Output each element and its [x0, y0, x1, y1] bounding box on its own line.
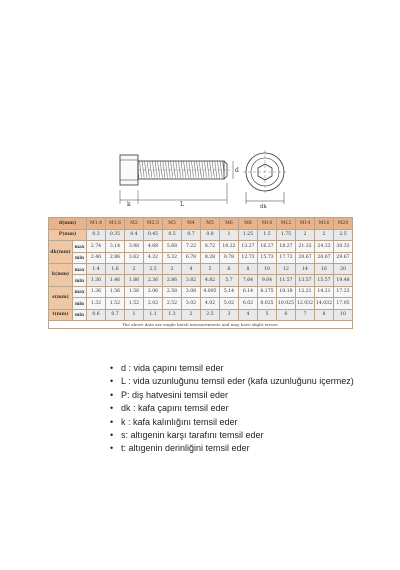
row-sublabel: min — [73, 298, 87, 309]
table-cell: 0.5 — [163, 229, 182, 240]
table-cell: 1.52 — [106, 298, 125, 309]
row-sublabel: max — [73, 263, 87, 274]
table-cell: 1.25 — [239, 229, 258, 240]
table-cell: 8.175 — [258, 286, 277, 297]
table-cell: 5.14 — [220, 286, 239, 297]
bullet-icon: • — [110, 416, 114, 427]
table-cell: 2.02 — [144, 298, 163, 309]
table-cell: 21.33 — [296, 241, 315, 252]
bullet-icon: • — [110, 429, 114, 440]
table-cell: 4.32 — [144, 252, 163, 263]
table-cell: 6.78 — [182, 252, 201, 263]
table-cell: 24.33 — [315, 241, 334, 252]
table-cell: 17.05 — [334, 298, 353, 309]
table-cell: 5 — [201, 263, 220, 274]
table-cell: 2.58 — [163, 286, 182, 297]
table-cell: 12.032 — [296, 298, 315, 309]
label-k: k — [127, 201, 131, 208]
table-header-cell: M14 — [296, 218, 315, 230]
screw-end-view — [243, 150, 287, 204]
table-cell: 15.73 — [258, 252, 277, 263]
table-cell: 1.46 — [106, 275, 125, 286]
row-label: s(mm) — [49, 286, 73, 309]
table-cell: 16.27 — [258, 241, 277, 252]
bullet-icon: • — [110, 443, 114, 454]
table-cell: 30.33 — [334, 241, 353, 252]
legend-item — [110, 402, 354, 415]
table-cell: 3.14 — [106, 241, 125, 252]
legend-text: k : kafa kalınlığını temsil eder — [121, 416, 238, 427]
table-header-cell: M3 — [163, 218, 182, 230]
row-sublabel: max — [73, 241, 87, 252]
table-header-cell: M5 — [201, 218, 220, 230]
table-cell: 3.02 — [182, 298, 201, 309]
table-header-cell: M12 — [277, 218, 296, 230]
table-header-cell: M6 — [220, 218, 239, 230]
table-cell: 1.6 — [106, 263, 125, 274]
table-header-row — [49, 218, 353, 230]
bullet-icon: • — [110, 376, 114, 387]
table-cell: 1.52 — [125, 298, 144, 309]
table-row — [49, 241, 353, 252]
table-cell: 2.86 — [163, 275, 182, 286]
table-row — [49, 229, 353, 240]
table-cell: 1.3 — [163, 309, 182, 320]
table-cell: 2.46 — [87, 252, 106, 263]
table-cell: 12 — [277, 263, 296, 274]
table-note-row — [49, 320, 353, 328]
table-cell: 1.32 — [87, 298, 106, 309]
table-header-cell: M4 — [182, 218, 201, 230]
table-header-cell: M10 — [258, 218, 277, 230]
table-cell: 11.57 — [277, 275, 296, 286]
dimension-spec-table — [48, 217, 353, 329]
table-cell: 0.6 — [87, 309, 106, 320]
table-cell: 2 — [125, 263, 144, 274]
table-cell: 0.3 — [87, 229, 106, 240]
bullet-icon: • — [110, 389, 114, 400]
legend-text: dk : kafa çapını temsil eder — [121, 403, 229, 414]
table-cell: 10.025 — [277, 298, 296, 309]
label-L: L — [180, 201, 184, 208]
bullet-icon: • — [110, 403, 114, 414]
legend-item — [110, 375, 354, 388]
table-header-cell: M1.4 — [87, 218, 106, 230]
table-cell: 4 — [239, 309, 258, 320]
table-cell: 16 — [315, 263, 334, 274]
table-cell: 4.68 — [144, 241, 163, 252]
table-cell: 4.02 — [201, 298, 220, 309]
table-cell: 2 — [296, 229, 315, 240]
table-cell: 17.23 — [334, 286, 353, 297]
table-cell: 6 — [277, 309, 296, 320]
table-cell: 2.52 — [163, 298, 182, 309]
table-cell: 3.82 — [182, 275, 201, 286]
table-cell: 5.7 — [220, 275, 239, 286]
table-cell: 9.64 — [258, 275, 277, 286]
table-cell: 14 — [296, 263, 315, 274]
table-header-label: d(mm) — [49, 218, 87, 230]
row-sublabel: max — [73, 286, 87, 297]
table-cell: 2.74 — [87, 241, 106, 252]
table-header-cell: M8 — [239, 218, 258, 230]
legend-item — [110, 429, 354, 442]
table-note: The above data are single batch measurements and may have slight errors. — [49, 320, 353, 328]
table-cell: 6.14 — [239, 286, 258, 297]
table-cell: 2.36 — [144, 275, 163, 286]
table-row — [49, 275, 353, 286]
table-cell: 20.67 — [296, 252, 315, 263]
table-cell: 2.5 — [144, 263, 163, 274]
table-cell: 18.27 — [277, 241, 296, 252]
table-cell: 10.22 — [220, 241, 239, 252]
table-cell: 5.02 — [220, 298, 239, 309]
table-cell: 1 — [125, 309, 144, 320]
table-cell: 3.98 — [125, 241, 144, 252]
label-dk: dk — [260, 204, 267, 210]
table-header-cell: M2.5 — [144, 218, 163, 230]
table-cell: 1.86 — [125, 275, 144, 286]
table-cell: 2.86 — [106, 252, 125, 263]
table-cell: 6 — [220, 263, 239, 274]
table-cell: 0.7 — [182, 229, 201, 240]
legend-text: P: diş hatvesini temsil eder — [121, 389, 229, 400]
table-cell: 20 — [334, 263, 353, 274]
row-sublabel: min — [73, 275, 87, 286]
row-sublabel: min — [73, 252, 87, 263]
table-cell: 1.56 — [125, 286, 144, 297]
table-row — [49, 252, 353, 263]
table-cell: 8 — [315, 309, 334, 320]
table-cell: 1 — [220, 229, 239, 240]
table-cell: 5.68 — [163, 241, 182, 252]
legend-text: t: altıgenin derinliğini temsil eder — [121, 443, 250, 454]
row-label: t(mm) — [49, 309, 73, 320]
table-cell: 14.032 — [315, 298, 334, 309]
table-cell: 0.45 — [144, 229, 163, 240]
table-cell: 2.5 — [334, 229, 353, 240]
table-cell: 0.7 — [106, 309, 125, 320]
table-cell: 5 — [258, 309, 277, 320]
table-cell: 10 — [334, 309, 353, 320]
table-cell: 2.5 — [201, 309, 220, 320]
table-cell: 1.75 — [277, 229, 296, 240]
table-row — [49, 286, 353, 297]
table-cell: 12.21 — [296, 286, 315, 297]
table-cell: 7.64 — [239, 275, 258, 286]
table-cell: 8.025 — [258, 298, 277, 309]
table-header-cell: M2 — [125, 218, 144, 230]
table-cell: 8.72 — [201, 241, 220, 252]
table-cell: 1.36 — [87, 286, 106, 297]
table-cell: 9.78 — [220, 252, 239, 263]
table-cell: 2.06 — [144, 286, 163, 297]
table-cell: 1.5 — [258, 229, 277, 240]
table-header-cell: M16 — [315, 218, 334, 230]
table-cell: 2 — [182, 309, 201, 320]
table-cell: 7.22 — [182, 241, 201, 252]
screw-head — [120, 155, 138, 185]
table-cell: 17.73 — [277, 252, 296, 263]
legend-text: s: altıgenin karşı tarafını temsil eder — [121, 429, 264, 440]
table-cell: 12.73 — [239, 252, 258, 263]
table-cell: 3.62 — [125, 252, 144, 263]
row-label: P(mm) — [49, 229, 87, 240]
table-cell: 10.18 — [277, 286, 296, 297]
legend-list — [110, 362, 354, 456]
screw-side-view — [120, 155, 230, 185]
table-cell: 6.02 — [239, 298, 258, 309]
table-cell: 29.67 — [334, 252, 353, 263]
legend-item — [110, 362, 354, 375]
row-label: dk(mm) — [49, 241, 73, 264]
table-row — [49, 309, 353, 320]
table-cell: 13.57 — [296, 275, 315, 286]
table-cell: 4.095 — [201, 286, 220, 297]
table-row — [49, 263, 353, 274]
table-cell: 0.35 — [106, 229, 125, 240]
table-cell: 7 — [296, 309, 315, 320]
screw-technical-drawing — [100, 138, 315, 214]
table-cell: 10 — [258, 263, 277, 274]
table-cell: 3.08 — [182, 286, 201, 297]
table-cell: 1.4 — [87, 263, 106, 274]
legend-item — [110, 416, 354, 429]
table-cell: 4 — [182, 263, 201, 274]
table-cell: 19.48 — [334, 275, 353, 286]
legend-item — [110, 442, 354, 455]
table-cell: 0.4 — [125, 229, 144, 240]
table-cell: 15.57 — [315, 275, 334, 286]
table-cell: 8.28 — [201, 252, 220, 263]
table-row — [49, 298, 353, 309]
table-header-cell: M1.6 — [106, 218, 125, 230]
bullet-icon: • — [110, 363, 114, 373]
table-cell: 0.8 — [201, 229, 220, 240]
table-cell: 3 — [163, 263, 182, 274]
table-cell: 8 — [239, 263, 258, 274]
table-cell: 5.32 — [163, 252, 182, 263]
legend-item — [110, 389, 354, 402]
table-cell: 1.1 — [144, 309, 163, 320]
table-header-cell: M20 — [334, 218, 353, 230]
table-cell: 20.67 — [315, 252, 334, 263]
table-cell: 13.27 — [239, 241, 258, 252]
legend-text: d : vida çapını temsil eder — [121, 363, 224, 373]
table-cell: 4.82 — [201, 275, 220, 286]
legend-text: L : vida uzunluğunu temsil eder (kafa uzunluğunu içermez) — [121, 376, 354, 387]
table-cell: 1.56 — [106, 286, 125, 297]
table-cell: 2 — [315, 229, 334, 240]
table-cell: 14.21 — [315, 286, 334, 297]
row-sublabel: min — [73, 309, 87, 320]
label-d: d — [235, 167, 239, 174]
table-cell: 3 — [220, 309, 239, 320]
row-label: k(mm) — [49, 263, 73, 286]
table-cell: 1.36 — [87, 275, 106, 286]
